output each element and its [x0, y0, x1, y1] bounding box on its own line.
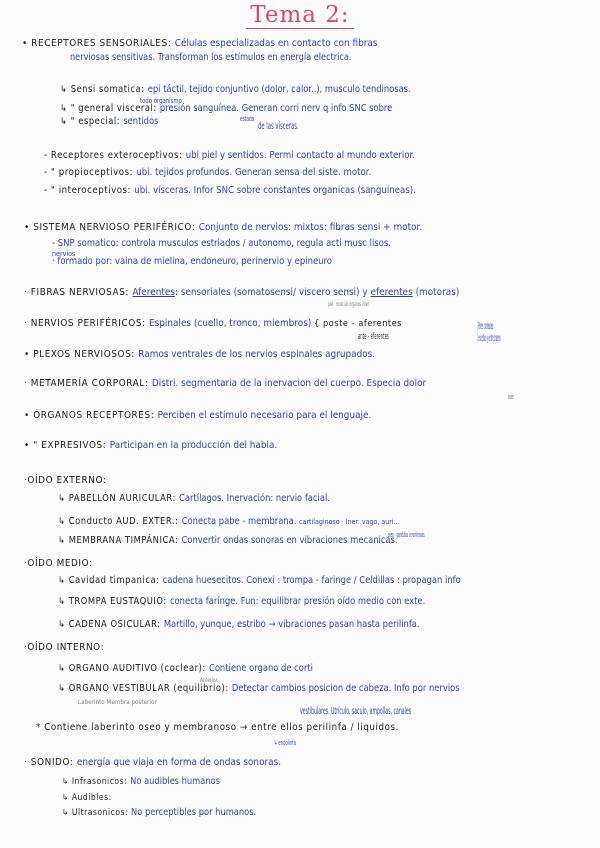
- note-text: piel · musculo organos inter: [328, 300, 369, 308]
- note-text: ↳ Audibles:: [62, 793, 112, 803]
- note-text: Participan en la producción del habla.: [109, 440, 278, 451]
- note-line: [24, 558, 598, 570]
- note-line: [62, 776, 598, 788]
- note-text: sentidos: [123, 116, 159, 127]
- note-line: [62, 807, 598, 819]
- note-text: • ÓRGANOS RECEPTORES:: [24, 410, 158, 421]
- note-text: : sensoriales (somatosensi/ viscero sensi) y: [174, 287, 371, 298]
- note-text: Anterior: [200, 676, 218, 684]
- note-line: [328, 298, 598, 310]
- note-text: · formado por: vaina de mielina, endoneuro, perinervio y epineuro: [52, 256, 332, 267]
- note-text: · SONIDO:: [24, 757, 77, 768]
- note-text: - SNP somatico: controla musculos estriados / autonomo, regula acti musc lisos.: [52, 238, 392, 249]
- note-line: [24, 642, 598, 654]
- note-line: [24, 757, 598, 769]
- note-text: No perceptibles por humanos.: [131, 807, 257, 818]
- note-text: · NERVIOS PERIFÉRICOS:: [24, 318, 150, 329]
- note-line: [24, 410, 598, 422]
- note-text: • SISTEMA NERVIOSO PERIFÉRICO:: [24, 222, 199, 233]
- note-text: Ramos ventrales de los nervios espinales agrupados.: [138, 349, 376, 360]
- note-text: cartilaginoso · Iner: vago, auri...: [299, 518, 400, 526]
- note-text: { poste - aferentes: [314, 319, 403, 329]
- note-text: nerviosas sensitivas. Transforman los estímulos en energía electrica.: [70, 52, 352, 63]
- note-text: cadena huesecitos. Conexi : trompa - faringe / Celdillas : propagan info: [162, 575, 461, 586]
- note-text: · METAMERÍA CORPORAL:: [24, 378, 152, 389]
- note-line: [477, 321, 598, 333]
- note-text: ubi piel y sentidos. Permi contacto al mundo exterior.: [185, 150, 415, 161]
- note-text: oseo - glandulas ceruminosas.: [388, 531, 426, 539]
- note-text: ubi. tejidos profundos. Generan sensa del siste. motor.: [136, 167, 372, 178]
- note-text: Conecta pabe - membrana.: [181, 516, 300, 527]
- note-text: estado: [240, 115, 255, 123]
- note-text: Distri. segmentaria de la inervacion del cuerpo. Especia dolor: [151, 378, 427, 389]
- title-text: Tema 2:: [246, 2, 353, 29]
- note-text: ↳ CADENA OSICULAR:: [58, 619, 164, 630]
- note-text: de las vísceras.: [258, 121, 299, 132]
- note-text: (motoras): [412, 287, 460, 298]
- note-line: [44, 150, 598, 162]
- note-text: Laberinto Membra posterior: [78, 698, 157, 706]
- note-text: ubi. vísceras. Infor SNC sobre constantes organicas (sanguineas).: [134, 185, 416, 196]
- note-text: - " interoceptivos:: [44, 185, 135, 196]
- note-line: [62, 792, 598, 804]
- note-text: Cartílagos. Inervación: nervio facial.: [179, 493, 330, 504]
- note-text: ↳ ORGANO AUDITIVO (coclear):: [58, 663, 209, 674]
- note-text: ↳ MEMBRANA TIMPÁNICA:: [58, 535, 182, 546]
- note-text: Conjunto de nervios: mixtos: fibras sensi + motor.: [198, 222, 423, 233]
- note-text: Martillo, yunque, estribo → vibraciones pasan hasta perilinfa.: [163, 619, 420, 630]
- note-line: [44, 167, 598, 179]
- note-text: ↳ " especial:: [60, 116, 124, 127]
- note-text: Convertir ondas sonoras en vibraciones mecanicas.: [181, 535, 398, 546]
- note-text: ↳ endolinfa: [274, 739, 296, 747]
- note-text: ·OÍDO EXTERNO:: [24, 475, 107, 486]
- note-line: [58, 535, 598, 547]
- note-text: ↳ Sensi somatica:: [60, 84, 148, 95]
- note-text: presión sanguínea. Generan corri nerv q info SNC sobre: [159, 103, 393, 114]
- note-text: ↳ Ultrasonicos:: [62, 808, 132, 818]
- note-text: ↳ Cavidad timpanica:: [58, 575, 163, 586]
- note-text: * Contiene laberinto oseo y membranoso → entre ellos perilinfa / liquidos.: [36, 722, 399, 733]
- note-line: [508, 391, 598, 403]
- note-text: ante - eferentes: [358, 332, 390, 342]
- note-text: - " propioceptivos:: [44, 167, 137, 178]
- note-text: Perciben el estímulo necesario para el lenguaje.: [157, 410, 372, 421]
- note-text: conecta faringe. Fun: equilibrar presión oído medio con exte.: [169, 596, 426, 607]
- note-text: ↳ Infrasonicos:: [62, 777, 131, 787]
- note-line: [24, 378, 598, 390]
- note-text: • PLEXOS NERVIOSOS:: [24, 349, 139, 360]
- note-text: energía que viaja en forma de ondas sonoras.: [76, 757, 282, 768]
- note-text: Detectar cambios posicion de cabeza. Info por nervios: [231, 683, 460, 694]
- note-line: [24, 222, 598, 234]
- note-text: ·OÍDO INTERNO:: [24, 642, 105, 653]
- note-text: ·OÍDO MEDIO:: [24, 558, 93, 569]
- note-text: • RECEPTORES SENSORIALES:: [22, 38, 175, 49]
- note-line: [274, 737, 598, 749]
- note-text: ↳ " general visceral:: [60, 103, 160, 114]
- note-text: epi táctil, tejido conjuntivo (dolor, calor..), musculo tendinosas.: [147, 84, 411, 95]
- note-text: No audibles humanos: [130, 776, 221, 787]
- note-line: [24, 440, 598, 452]
- note-line: [258, 121, 598, 133]
- note-line: [58, 596, 598, 608]
- note-line: [44, 185, 598, 197]
- note-text: Contiene organo de corti: [208, 663, 313, 674]
- note-text: todo organismo: [140, 97, 182, 105]
- note-line: [58, 575, 598, 587]
- note-text: Células especializadas en contacto con fibras: [174, 38, 378, 49]
- note-line: [36, 722, 598, 734]
- note-text: · FIBRAS NERVIOSAS:: [24, 287, 133, 298]
- note-line: [300, 706, 598, 718]
- note-text: nervios: [52, 250, 76, 258]
- note-text: vestibulares. Utrículo, saculo, ampollas, canales: [300, 706, 412, 717]
- note-text: ↳ TROMPA EUSTAQUIO:: [58, 596, 170, 607]
- note-line: [58, 683, 598, 695]
- note-text: - Receptores exteroceptivos:: [44, 150, 186, 161]
- note-text: • " EXPRESIVOS:: [24, 440, 110, 451]
- note-line: [58, 493, 598, 505]
- note-text: | Pares craneales:: [477, 321, 494, 332]
- note-text: | encefalo y entre craneo: [477, 333, 501, 344]
- note-text: Aferentes: [132, 287, 175, 298]
- note-text: ↳ Conducto AUD. EXTER.:: [58, 516, 182, 527]
- note-text: eferentes: [370, 287, 413, 298]
- note-line: [24, 349, 598, 361]
- note-line: [58, 516, 598, 528]
- note-text: ↳ PABELLÓN AURICULAR:: [58, 493, 180, 504]
- note-line: [477, 333, 598, 345]
- page-title: [0, 2, 600, 28]
- note-text: Espinales (cuello, tronco, miembros): [149, 318, 315, 329]
- note-line: [22, 38, 598, 50]
- note-line: [24, 475, 598, 487]
- note-line: [58, 619, 598, 631]
- note-text: ↳ ORGANO VESTIBULAR (equilibrio):: [58, 683, 232, 694]
- note-text: cervicales: [508, 393, 514, 401]
- note-line: [70, 52, 598, 64]
- note-line: [52, 256, 598, 268]
